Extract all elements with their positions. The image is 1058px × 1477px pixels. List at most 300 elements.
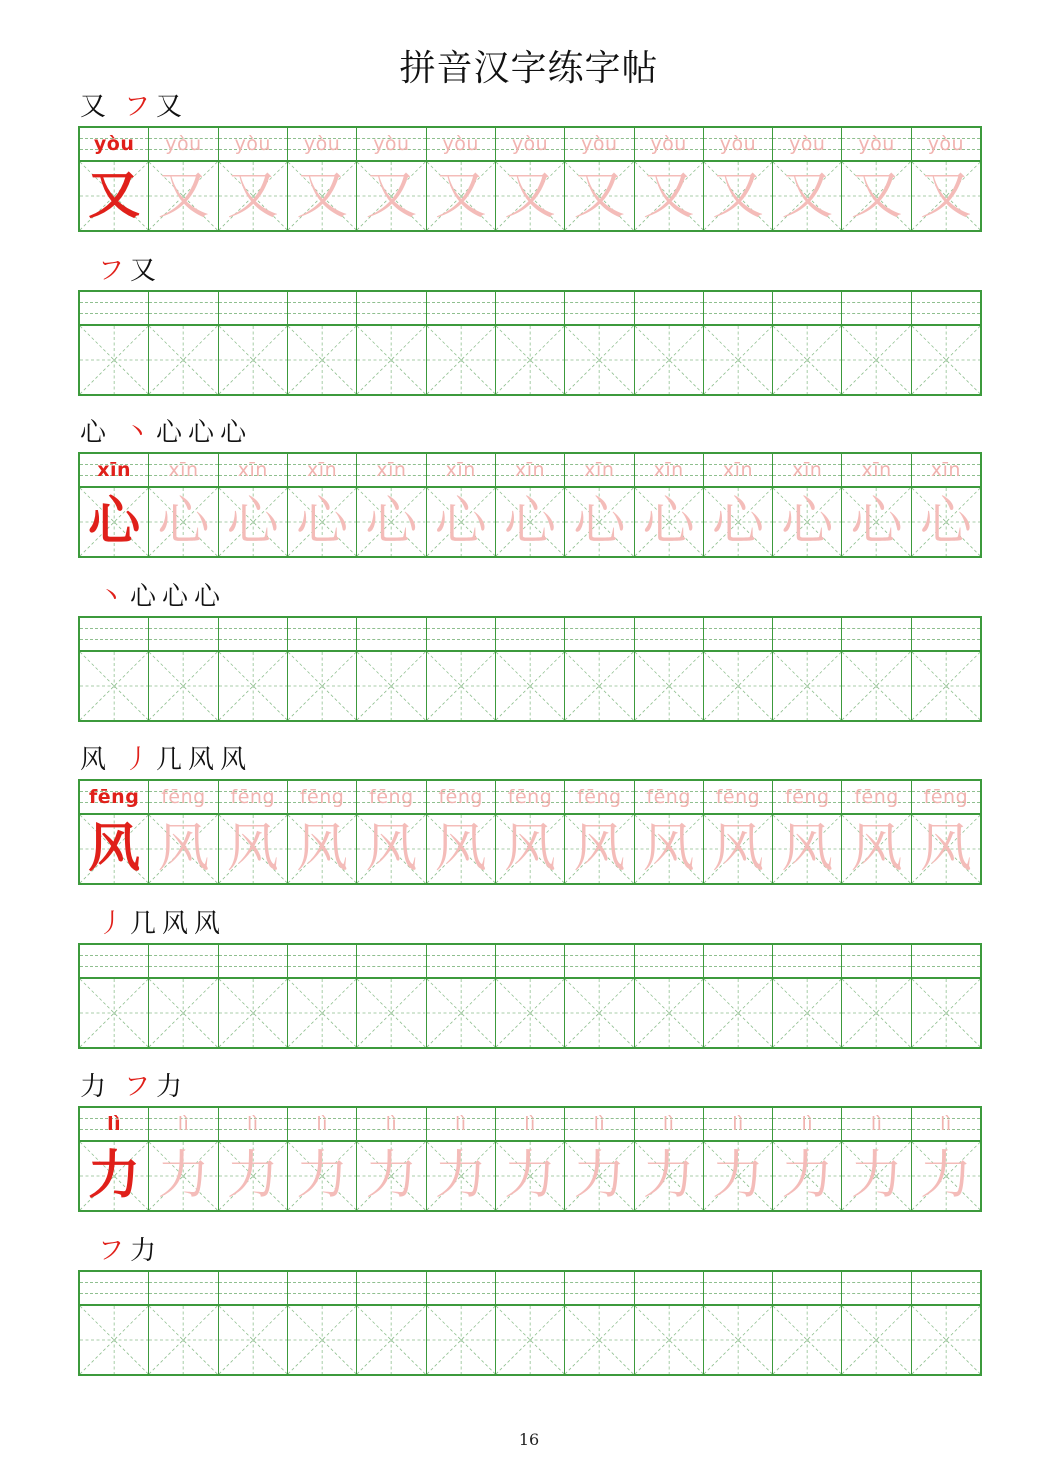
practice-cell[interactable] xyxy=(704,1272,773,1374)
tracing-cell xyxy=(219,128,288,230)
stroke-step: 力 xyxy=(156,1072,183,1102)
pinyin-band xyxy=(149,781,217,815)
pinyin-band xyxy=(357,1272,425,1306)
model-character: 又 xyxy=(88,165,141,226)
practice-cell[interactable] xyxy=(565,292,634,394)
practice-cell[interactable] xyxy=(357,945,426,1047)
character-heading: 风 xyxy=(80,745,107,775)
practice-cell[interactable] xyxy=(80,292,149,394)
stroke-step: フ xyxy=(124,1072,151,1102)
mi-character-box xyxy=(496,815,564,883)
trace-character: 心 xyxy=(157,492,210,552)
mi-character-box xyxy=(635,815,703,883)
tracing-cell xyxy=(427,1108,496,1210)
stroke-step: 丶 xyxy=(124,418,151,448)
trace-character: 心 xyxy=(504,492,557,552)
mi-guide-lines xyxy=(149,652,217,720)
pinyin-band xyxy=(912,1272,980,1306)
practice-cell[interactable] xyxy=(565,945,634,1047)
pinyin-trace: yòu xyxy=(165,133,202,155)
mi-guide-lines xyxy=(842,979,910,1047)
model-grid-row xyxy=(78,126,982,232)
practice-cell[interactable] xyxy=(288,292,357,394)
mi-character-box xyxy=(288,815,356,883)
pinyin-band xyxy=(288,128,356,162)
mi-character-box xyxy=(427,815,495,883)
mi-character-box xyxy=(496,1306,564,1374)
mi-character-box xyxy=(635,1306,703,1374)
stroke-step: 丶 xyxy=(98,582,125,612)
pinyin-band xyxy=(496,945,564,979)
trace-character: 心 xyxy=(226,492,279,552)
trace-character: 风 xyxy=(850,819,903,879)
tracing-cell xyxy=(149,1108,218,1210)
tracing-cell xyxy=(149,781,218,883)
mi-guide-lines xyxy=(427,1306,495,1374)
pinyin-trace: lì xyxy=(801,1113,814,1135)
trace-character: 力 xyxy=(711,1146,764,1206)
mi-character-box xyxy=(80,488,148,556)
tracing-cell xyxy=(635,128,704,230)
mi-character-box xyxy=(565,652,633,720)
mi-guide-lines xyxy=(80,1306,148,1374)
tracing-cell xyxy=(773,454,842,556)
tracing-cell xyxy=(842,128,911,230)
pinyin-trace: yòu xyxy=(719,133,757,155)
stroke-step: フ xyxy=(124,92,151,122)
pinyin-trace: yòu xyxy=(442,133,479,155)
practice-cell[interactable] xyxy=(842,292,911,394)
pinyin-trace: fēng xyxy=(369,786,414,808)
tracing-cell xyxy=(704,781,773,883)
practice-cell[interactable] xyxy=(773,618,842,720)
mi-character-box xyxy=(427,488,495,556)
mi-guide-lines xyxy=(912,326,980,394)
mi-character-box xyxy=(912,1142,980,1210)
mi-guide-lines xyxy=(427,326,495,394)
mi-guide-lines xyxy=(496,979,564,1047)
tracing-cell xyxy=(704,454,773,556)
trace-character: 力 xyxy=(642,1146,695,1206)
pinyin-trace: yòu xyxy=(927,133,965,155)
mi-character-box xyxy=(912,488,980,556)
mi-guide-lines xyxy=(496,1306,564,1374)
tracing-cell xyxy=(912,781,980,883)
mi-character-box xyxy=(80,1142,148,1210)
mi-character-box xyxy=(565,326,633,394)
pinyin-trace: yòu xyxy=(511,133,549,155)
practice-cell[interactable] xyxy=(635,292,704,394)
tracing-cell xyxy=(773,781,842,883)
pinyin-band xyxy=(565,454,633,488)
pinyin-band xyxy=(80,128,148,162)
mi-character-box xyxy=(357,326,425,394)
practice-cell[interactable] xyxy=(80,1272,149,1374)
pinyin-band xyxy=(219,454,287,488)
practice-cell[interactable] xyxy=(704,945,773,1047)
pinyin-band xyxy=(427,781,495,815)
pinyin-band xyxy=(496,128,564,162)
practice-cell[interactable] xyxy=(773,945,842,1047)
practice-cell[interactable] xyxy=(912,945,980,1047)
practice-grid-row xyxy=(78,1270,982,1376)
practice-cell[interactable] xyxy=(288,1272,357,1374)
tracing-cell xyxy=(80,781,149,883)
mi-guide-lines xyxy=(842,326,910,394)
trace-character: 力 xyxy=(850,1146,903,1206)
pinyin-band xyxy=(149,454,217,488)
pinyin-band xyxy=(773,945,841,979)
practice-cell[interactable] xyxy=(357,1272,426,1374)
mi-guide-lines xyxy=(357,979,425,1047)
tracing-cell xyxy=(288,128,357,230)
tracing-cell xyxy=(773,128,842,230)
mi-character-box xyxy=(704,979,772,1047)
pinyin-band xyxy=(427,454,495,488)
pinyin-label: yòu xyxy=(93,133,135,155)
mi-character-box xyxy=(149,1142,217,1210)
mi-character-box xyxy=(496,488,564,556)
practice-cell[interactable] xyxy=(704,618,773,720)
pinyin-band xyxy=(80,454,148,488)
practice-cell[interactable] xyxy=(842,945,911,1047)
trace-character: 心 xyxy=(642,492,695,552)
pinyin-band xyxy=(773,292,841,326)
mi-character-box xyxy=(496,652,564,720)
mi-character-box xyxy=(427,652,495,720)
tracing-cell xyxy=(565,781,634,883)
trace-character: 风 xyxy=(504,819,557,879)
practice-cell[interactable] xyxy=(912,618,980,720)
mi-guide-lines xyxy=(80,326,148,394)
practice-cell[interactable] xyxy=(496,1272,565,1374)
pinyin-band xyxy=(427,1272,495,1306)
practice-cell[interactable] xyxy=(219,1272,288,1374)
pinyin-band xyxy=(912,128,980,162)
practice-cell[interactable] xyxy=(635,945,704,1047)
tracing-cell xyxy=(357,128,426,230)
mi-character-box xyxy=(565,162,633,230)
practice-cell[interactable] xyxy=(496,618,565,720)
mi-character-box xyxy=(912,815,980,883)
model-character: 风 xyxy=(88,818,141,879)
mi-character-box xyxy=(288,1306,356,1374)
tracing-cell xyxy=(357,454,426,556)
pinyin-trace: xīn xyxy=(653,459,684,481)
pinyin-band xyxy=(80,292,148,326)
mi-character-box xyxy=(635,162,703,230)
practice-cell[interactable] xyxy=(565,1272,634,1374)
mi-character-box xyxy=(565,979,633,1047)
pinyin-trace: fēng xyxy=(577,786,622,808)
practice-grid-row xyxy=(78,290,982,396)
mi-guide-lines xyxy=(496,326,564,394)
mi-character-box xyxy=(912,162,980,230)
practice-cell[interactable] xyxy=(149,945,218,1047)
mi-guide-lines xyxy=(427,979,495,1047)
practice-cell[interactable] xyxy=(427,292,496,394)
mi-guide-lines xyxy=(635,652,703,720)
pinyin-trace: fēng xyxy=(299,786,345,808)
stroke-step: 风 xyxy=(188,745,215,775)
mi-character-box xyxy=(496,1142,564,1210)
practice-cell[interactable] xyxy=(219,618,288,720)
stroke-step: 又 xyxy=(156,92,183,122)
mi-guide-lines xyxy=(912,1306,980,1374)
practice-cell[interactable] xyxy=(219,945,288,1047)
trace-character: 风 xyxy=(296,819,349,879)
trace-character: 力 xyxy=(157,1146,210,1206)
pinyin-trace: yòu xyxy=(373,133,410,155)
pinyin-band xyxy=(357,1108,425,1142)
mi-guide-lines xyxy=(704,1306,772,1374)
pinyin-band xyxy=(842,1108,910,1142)
pinyin-band xyxy=(565,618,633,652)
mi-character-box xyxy=(80,1306,148,1374)
trace-character: 力 xyxy=(781,1146,834,1206)
tracing-cell xyxy=(288,454,357,556)
pinyin-band xyxy=(635,1272,703,1306)
tracing-cell xyxy=(427,781,496,883)
tracing-cell xyxy=(842,781,911,883)
mi-character-box xyxy=(80,815,148,883)
pinyin-trace: yòu xyxy=(234,133,271,155)
mi-character-box xyxy=(149,162,217,230)
practice-cell[interactable] xyxy=(149,1272,218,1374)
trace-character: 力 xyxy=(434,1146,487,1206)
pinyin-label: xīn xyxy=(97,459,132,481)
mi-guide-lines xyxy=(357,652,425,720)
pinyin-band xyxy=(357,781,425,815)
mi-guide-lines xyxy=(357,326,425,394)
mi-character-box xyxy=(496,979,564,1047)
mi-character-box xyxy=(773,652,841,720)
mi-character-box xyxy=(288,162,356,230)
mi-character-box xyxy=(357,979,425,1047)
mi-guide-lines xyxy=(357,1306,425,1374)
tracing-cell xyxy=(219,781,288,883)
pinyin-band xyxy=(357,945,425,979)
tracing-cell xyxy=(149,454,218,556)
pinyin-band xyxy=(219,128,287,162)
practice-cell[interactable] xyxy=(149,618,218,720)
mi-guide-lines xyxy=(427,652,495,720)
tracing-cell xyxy=(842,1108,911,1210)
mi-guide-lines xyxy=(149,326,217,394)
pinyin-trace: lì xyxy=(454,1113,467,1135)
practice-cell[interactable] xyxy=(842,1272,911,1374)
practice-cell[interactable] xyxy=(635,618,704,720)
practice-cell[interactable] xyxy=(288,945,357,1047)
practice-cell[interactable] xyxy=(80,618,149,720)
pinyin-trace: xīn xyxy=(722,459,753,481)
mi-guide-lines xyxy=(842,652,910,720)
pinyin-trace: xīn xyxy=(584,459,615,481)
mi-character-box xyxy=(704,1142,772,1210)
pinyin-band xyxy=(219,292,287,326)
pinyin-band xyxy=(565,1108,633,1142)
practice-cell[interactable] xyxy=(288,618,357,720)
mi-character-box xyxy=(357,488,425,556)
trace-character: 又 xyxy=(365,166,418,226)
trace-character: 心 xyxy=(434,492,487,552)
mi-character-box xyxy=(773,326,841,394)
pinyin-band xyxy=(219,945,287,979)
pinyin-band xyxy=(149,1108,217,1142)
mi-character-box xyxy=(773,488,841,556)
mi-character-box xyxy=(565,488,633,556)
trace-character: 心 xyxy=(296,492,349,552)
pinyin-band xyxy=(565,781,633,815)
mi-guide-lines xyxy=(704,652,772,720)
practice-cell[interactable] xyxy=(842,618,911,720)
mi-character-box xyxy=(288,488,356,556)
mi-character-box xyxy=(427,1142,495,1210)
tracing-cell xyxy=(80,128,149,230)
stroke-step: 又 xyxy=(130,256,157,286)
mi-guide-lines xyxy=(635,979,703,1047)
tracing-cell xyxy=(427,454,496,556)
trace-character: 力 xyxy=(504,1146,557,1206)
mi-character-box xyxy=(149,1306,217,1374)
stroke-step: 风 xyxy=(220,745,247,775)
mi-character-box xyxy=(427,979,495,1047)
pinyin-trace: yòu xyxy=(789,133,826,155)
tracing-cell xyxy=(773,1108,842,1210)
trace-character: 心 xyxy=(850,492,903,552)
tracing-cell xyxy=(219,1108,288,1210)
practice-cell[interactable] xyxy=(80,945,149,1047)
mi-character-box xyxy=(635,652,703,720)
mi-character-box xyxy=(149,652,217,720)
pinyin-band xyxy=(357,292,425,326)
mi-character-box xyxy=(219,1306,287,1374)
mi-character-box xyxy=(288,1142,356,1210)
stroke-step: 丿 xyxy=(124,745,151,775)
mi-character-box xyxy=(773,979,841,1047)
mi-guide-lines xyxy=(565,652,633,720)
practice-cell[interactable] xyxy=(773,292,842,394)
tracing-cell xyxy=(635,781,704,883)
trace-character: 又 xyxy=(711,166,764,226)
tracing-cell xyxy=(357,781,426,883)
pinyin-band xyxy=(704,1108,772,1142)
tracing-cell xyxy=(80,454,149,556)
mi-guide-lines xyxy=(704,979,772,1047)
pinyin-band xyxy=(149,1272,217,1306)
mi-character-box xyxy=(842,1142,910,1210)
mi-character-box xyxy=(219,652,287,720)
pinyin-band xyxy=(496,1272,564,1306)
pinyin-trace: fēng xyxy=(854,786,899,808)
pinyin-trace: yòu xyxy=(858,133,895,155)
pinyin-band xyxy=(565,292,633,326)
mi-character-box xyxy=(912,326,980,394)
stroke-step: フ xyxy=(98,256,125,286)
mi-character-box xyxy=(427,1306,495,1374)
pinyin-band xyxy=(842,454,910,488)
mi-character-box xyxy=(704,488,772,556)
stroke-step: 几 xyxy=(130,909,157,939)
practice-cell[interactable] xyxy=(704,292,773,394)
trace-character: 又 xyxy=(919,166,972,226)
trace-character: 风 xyxy=(919,819,972,879)
practice-cell[interactable] xyxy=(427,1272,496,1374)
tracing-cell xyxy=(912,454,980,556)
practice-cell[interactable] xyxy=(357,292,426,394)
practice-cell[interactable] xyxy=(496,292,565,394)
practice-cell[interactable] xyxy=(565,618,634,720)
tracing-cell xyxy=(704,128,773,230)
mi-character-box xyxy=(773,1306,841,1374)
mi-guide-lines xyxy=(149,979,217,1047)
pinyin-band xyxy=(565,1272,633,1306)
pinyin-trace: yòu xyxy=(650,133,687,155)
tracing-cell xyxy=(219,454,288,556)
practice-cell[interactable] xyxy=(427,618,496,720)
pinyin-band xyxy=(704,128,772,162)
pinyin-trace: fēng xyxy=(507,786,553,808)
mi-guide-lines xyxy=(565,326,633,394)
pinyin-band xyxy=(427,945,495,979)
pinyin-band xyxy=(427,292,495,326)
pinyin-band xyxy=(842,945,910,979)
tracing-cell xyxy=(496,454,565,556)
pinyin-band xyxy=(635,618,703,652)
stroke-step: 心 xyxy=(156,418,183,448)
practice-cell[interactable] xyxy=(635,1272,704,1374)
mi-character-box xyxy=(357,1142,425,1210)
mi-character-box xyxy=(704,1306,772,1374)
stroke-step: 丿 xyxy=(98,909,125,939)
mi-character-box xyxy=(357,815,425,883)
mi-character-box xyxy=(219,326,287,394)
practice-cell[interactable] xyxy=(219,292,288,394)
pinyin-trace: lì xyxy=(316,1113,328,1135)
trace-character: 风 xyxy=(365,819,418,879)
mi-character-box xyxy=(912,979,980,1047)
trace-character: 又 xyxy=(781,166,834,226)
practice-cell[interactable] xyxy=(357,618,426,720)
mi-character-box xyxy=(219,1142,287,1210)
pinyin-trace: fēng xyxy=(161,786,206,808)
trace-character: 又 xyxy=(434,166,487,226)
mi-character-box xyxy=(704,162,772,230)
pinyin-band xyxy=(565,945,633,979)
mi-guide-lines xyxy=(149,1306,217,1374)
mi-guide-lines xyxy=(704,326,772,394)
mi-guide-lines xyxy=(565,1306,633,1374)
page-number: 16 xyxy=(518,1430,540,1449)
pinyin-trace: xīn xyxy=(792,459,823,481)
tracing-cell xyxy=(496,781,565,883)
practice-cell[interactable] xyxy=(496,945,565,1047)
tracing-cell xyxy=(912,128,980,230)
pinyin-trace: xīn xyxy=(376,459,407,481)
practice-cell[interactable] xyxy=(773,1272,842,1374)
pinyin-band xyxy=(912,292,980,326)
practice-cell[interactable] xyxy=(912,292,980,394)
practice-cell[interactable] xyxy=(427,945,496,1047)
stroke-order-header xyxy=(80,416,252,450)
mi-character-box xyxy=(704,815,772,883)
model-grid-row xyxy=(78,779,982,885)
practice-cell[interactable] xyxy=(149,292,218,394)
tracing-cell xyxy=(357,1108,426,1210)
pinyin-band xyxy=(80,618,148,652)
pinyin-trace: lì xyxy=(385,1113,398,1135)
practice-cell[interactable] xyxy=(912,1272,980,1374)
